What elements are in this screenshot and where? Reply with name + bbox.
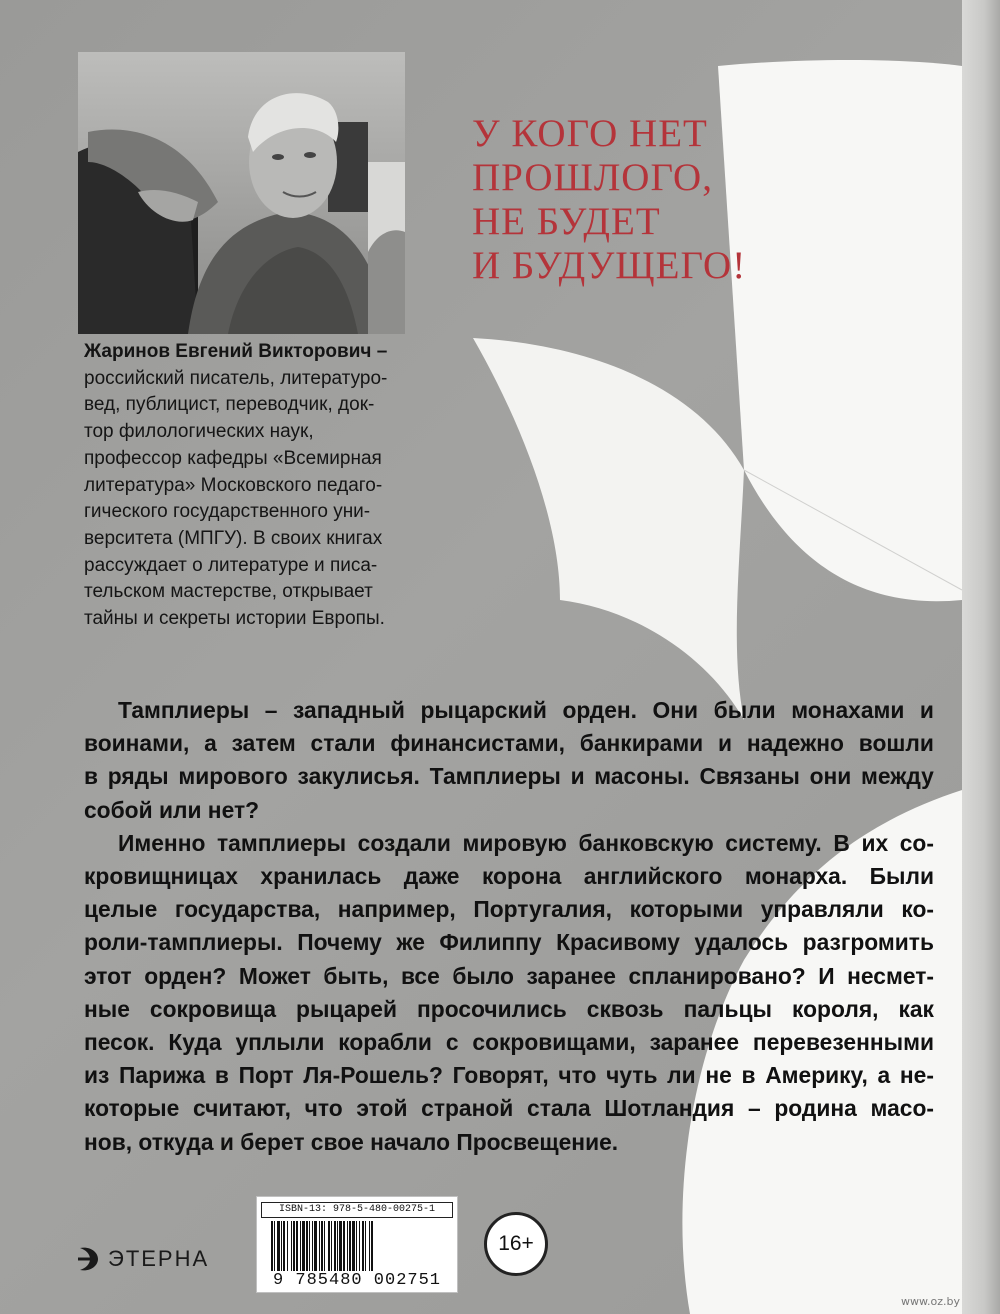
description-word: роли-тамплиеры. <box>84 929 283 956</box>
barcode-bar <box>300 1221 301 1271</box>
description-word: закулисья. <box>297 763 420 790</box>
description-word: они <box>809 763 852 790</box>
description-word: Говорят, <box>452 1062 549 1089</box>
slogan-line: И БУДУЩЕГО! <box>472 244 747 287</box>
book-spine <box>962 0 1000 1314</box>
description-word: монарха. <box>744 863 848 890</box>
barcode-bar <box>331 1221 332 1271</box>
barcode-bar <box>277 1221 280 1271</box>
description-word: сквозь <box>586 995 664 1022</box>
author-bio-line: тор филологических наук, <box>84 421 314 443</box>
description-word: считают, <box>193 1095 291 1122</box>
barcode-bar <box>334 1221 336 1271</box>
author-bio-line: литература» Московского педаго- <box>84 474 383 496</box>
barcode-bar <box>352 1221 355 1271</box>
description-word: Связаны <box>699 763 800 790</box>
barcode-bar <box>337 1221 338 1271</box>
description-word: ли <box>667 1062 696 1089</box>
description-word: мировую <box>462 829 567 856</box>
description-word: быть, <box>323 962 389 989</box>
description-word: Красивому <box>556 929 680 956</box>
barcode-bar <box>302 1221 305 1271</box>
description-word: разгромить <box>802 929 934 956</box>
author-bio-line: верситета (МПГУ). В своих книгах <box>84 527 383 549</box>
description-word: собой или нет? <box>84 796 260 823</box>
description-word: Тамплиеры <box>429 763 561 790</box>
description-word: рыцарский <box>420 697 547 723</box>
description-word: не <box>705 1062 732 1089</box>
description-word: спланировано? <box>628 962 806 989</box>
isbn-barcode <box>256 1196 458 1293</box>
description-word: было <box>452 962 514 989</box>
description-line <box>84 794 934 827</box>
description-word: например, <box>337 896 456 923</box>
description-word: затем <box>231 730 296 757</box>
description-word: даже <box>403 863 460 890</box>
description-word: ко- <box>901 896 934 923</box>
barcode-bar <box>319 1221 320 1271</box>
description-word: уплыли <box>235 1029 325 1056</box>
description-word: что <box>558 1062 597 1089</box>
publisher-name: ЭТЕРНА <box>108 1246 210 1271</box>
slogan-line: ПРОШЛОГО, <box>472 156 713 199</box>
description-word: масоны. <box>594 763 690 790</box>
barcode-bar <box>369 1221 370 1271</box>
description-word: Почему <box>297 929 382 956</box>
description-line <box>84 1126 934 1159</box>
description-word: а <box>204 730 217 757</box>
slogan-line: НЕ БУДЕТ <box>472 200 661 243</box>
barcode-bar <box>343 1221 345 1271</box>
description-line <box>84 993 934 1026</box>
description-word: которыми <box>629 896 744 923</box>
barcode-bar <box>362 1221 364 1271</box>
description-word: монахами <box>791 697 905 723</box>
description-word: же <box>396 929 425 956</box>
publisher-logo <box>76 1244 209 1274</box>
description-word: заранее <box>649 1029 740 1056</box>
description-word: сокровища <box>149 995 277 1022</box>
barcode-bar <box>365 1221 366 1271</box>
book-description <box>84 694 934 1159</box>
description-word: систему. <box>725 829 822 856</box>
description-word: чуть <box>606 1062 658 1089</box>
description-word: надежно <box>746 730 844 757</box>
description-word: и <box>718 730 733 757</box>
description-line <box>84 727 934 760</box>
description-word: просочились <box>417 995 567 1022</box>
description-word: воинами, <box>84 730 190 757</box>
description-word: и <box>919 697 934 723</box>
author-bio-line: рассуждает о литературе и писа- <box>84 554 378 576</box>
description-word: – <box>747 1095 761 1122</box>
description-word: Шотландия <box>604 1095 735 1122</box>
publisher-logo-icon <box>76 1244 102 1274</box>
description-word: целые <box>84 896 158 923</box>
description-word: не- <box>899 1062 934 1089</box>
description-word: стали <box>310 730 376 757</box>
description-word: что <box>304 1095 343 1122</box>
description-word: перевезенными <box>752 1029 934 1056</box>
description-word: мирового <box>178 763 288 790</box>
barcode-bar <box>321 1221 323 1271</box>
description-word: банковскую <box>578 829 714 856</box>
description-word: были <box>713 697 776 723</box>
description-word: финансистами, <box>390 730 565 757</box>
author-bio-line: тельском мастерстве, открывает <box>84 581 373 603</box>
description-word: Ля-Рошель? <box>303 1062 443 1089</box>
barcode-bar <box>274 1221 275 1271</box>
description-word: между <box>861 763 934 790</box>
description-word: орден. <box>562 697 637 723</box>
description-word: из <box>84 1062 110 1089</box>
description-word: Португалия, <box>473 896 612 923</box>
description-word: государства, <box>174 896 321 923</box>
barcode-bar <box>314 1221 317 1271</box>
author-bio-line: тайны и секреты истории Европы. <box>84 608 385 630</box>
description-word: все <box>400 962 440 989</box>
slogan-line: У КОГО НЕТ <box>472 112 708 155</box>
author-name-line: Жаринов Евгений Викторович – <box>84 341 388 362</box>
description-word: со- <box>899 829 934 856</box>
description-word: управляли <box>760 896 884 923</box>
description-word: короля, <box>792 995 879 1022</box>
description-word: и <box>570 763 585 790</box>
barcode-bar <box>339 1221 342 1271</box>
description-word: – <box>264 697 278 723</box>
description-word: рыцарей <box>296 995 397 1022</box>
description-word: хранилась <box>260 863 382 890</box>
barcode-bar <box>324 1221 325 1271</box>
description-word: удалось <box>694 929 789 956</box>
description-word: масо- <box>870 1095 934 1122</box>
description-line <box>84 926 934 959</box>
description-word: с <box>445 1029 459 1056</box>
description-line <box>84 827 934 860</box>
isbn-label: ISBN-13: 978-5-480-00275-1 <box>261 1202 453 1218</box>
barcode-bar <box>281 1221 282 1271</box>
description-word: Тамплиеры <box>118 697 250 723</box>
author-bio-line: российский писатель, литературо- <box>84 367 388 389</box>
barcode-bars <box>271 1221 443 1271</box>
description-word: создали <box>357 829 451 856</box>
barcode-bar <box>312 1221 313 1271</box>
description-word: страной <box>421 1095 514 1122</box>
description-word: а <box>877 1062 891 1089</box>
description-line <box>84 893 934 926</box>
barcode-bar <box>349 1221 351 1271</box>
description-word: их <box>861 829 889 856</box>
slogan <box>472 112 802 288</box>
barcode-bar <box>309 1221 310 1271</box>
description-word: в <box>741 1062 756 1089</box>
description-word: Филиппу <box>439 929 542 956</box>
description-word: которые <box>84 1095 180 1122</box>
author-bio-line: профессор кафедры «Всемирная <box>84 447 382 469</box>
description-word: этой <box>356 1095 408 1122</box>
description-word: этот <box>84 962 132 989</box>
description-line <box>84 694 934 727</box>
description-word: орден? <box>144 962 227 989</box>
description-word: Были <box>869 863 934 890</box>
barcode-digits: 9 785480 002751 <box>272 1271 442 1290</box>
description-word: сокровищами, <box>472 1029 636 1056</box>
description-word: пальцы <box>683 995 773 1022</box>
author-bio-line: гического государственного уни- <box>84 501 371 523</box>
description-word: Именно <box>118 829 206 856</box>
barcode-bar <box>306 1221 308 1271</box>
description-word: Парижа <box>119 1062 206 1089</box>
description-word: как <box>898 995 934 1022</box>
barcode-bar <box>328 1221 330 1271</box>
description-word: в <box>214 1062 229 1089</box>
barcode-bar <box>356 1221 357 1271</box>
description-word: английского <box>583 863 723 890</box>
barcode-bar <box>291 1221 292 1271</box>
barcode-bar <box>347 1221 348 1271</box>
description-line <box>84 1059 934 1092</box>
barcode-bar <box>287 1221 288 1271</box>
description-word: Может <box>238 962 311 989</box>
description-word: И <box>818 962 835 989</box>
description-word: заранее <box>526 962 616 989</box>
description-word: нов, откуда и берет свое начало Просвещение. <box>84 1128 619 1155</box>
description-word: Они <box>652 697 699 723</box>
description-word: родина <box>774 1095 857 1122</box>
description-word: корона <box>481 863 562 890</box>
description-word: тамплиеры <box>217 829 347 856</box>
description-word: ряды <box>107 763 169 790</box>
description-word: В <box>833 829 850 856</box>
barcode-bar <box>271 1221 273 1271</box>
description-line <box>84 1026 934 1059</box>
author-photo <box>78 52 405 334</box>
author-bio <box>84 339 424 633</box>
barcode-bar <box>371 1221 373 1271</box>
description-word: кровищницах <box>84 863 238 890</box>
description-word: Куда <box>168 1029 222 1056</box>
description-word: в <box>84 763 99 790</box>
description-word: ные <box>84 995 130 1022</box>
description-word: песок. <box>84 1029 155 1056</box>
description-word: Америку, <box>765 1062 868 1089</box>
age-rating-badge: 16+ <box>484 1212 548 1276</box>
barcode-bar <box>283 1221 285 1271</box>
description-line <box>84 760 934 793</box>
description-word: вошли <box>858 730 934 757</box>
barcode-bar <box>296 1221 298 1271</box>
description-line <box>84 960 934 993</box>
description-word: западный <box>293 697 405 723</box>
description-word: банкирами <box>579 730 704 757</box>
description-word: Порт <box>238 1062 294 1089</box>
description-line <box>84 1092 934 1125</box>
description-word: корабли <box>338 1029 432 1056</box>
description-word: стала <box>527 1095 591 1122</box>
description-word: несмет- <box>847 962 934 989</box>
barcode-bar <box>359 1221 360 1271</box>
watermark: www.oz.by <box>901 1295 960 1308</box>
barcode-bar <box>293 1221 295 1271</box>
author-bio-line: вед, публицист, переводчик, док- <box>84 394 375 416</box>
description-line <box>84 860 934 893</box>
